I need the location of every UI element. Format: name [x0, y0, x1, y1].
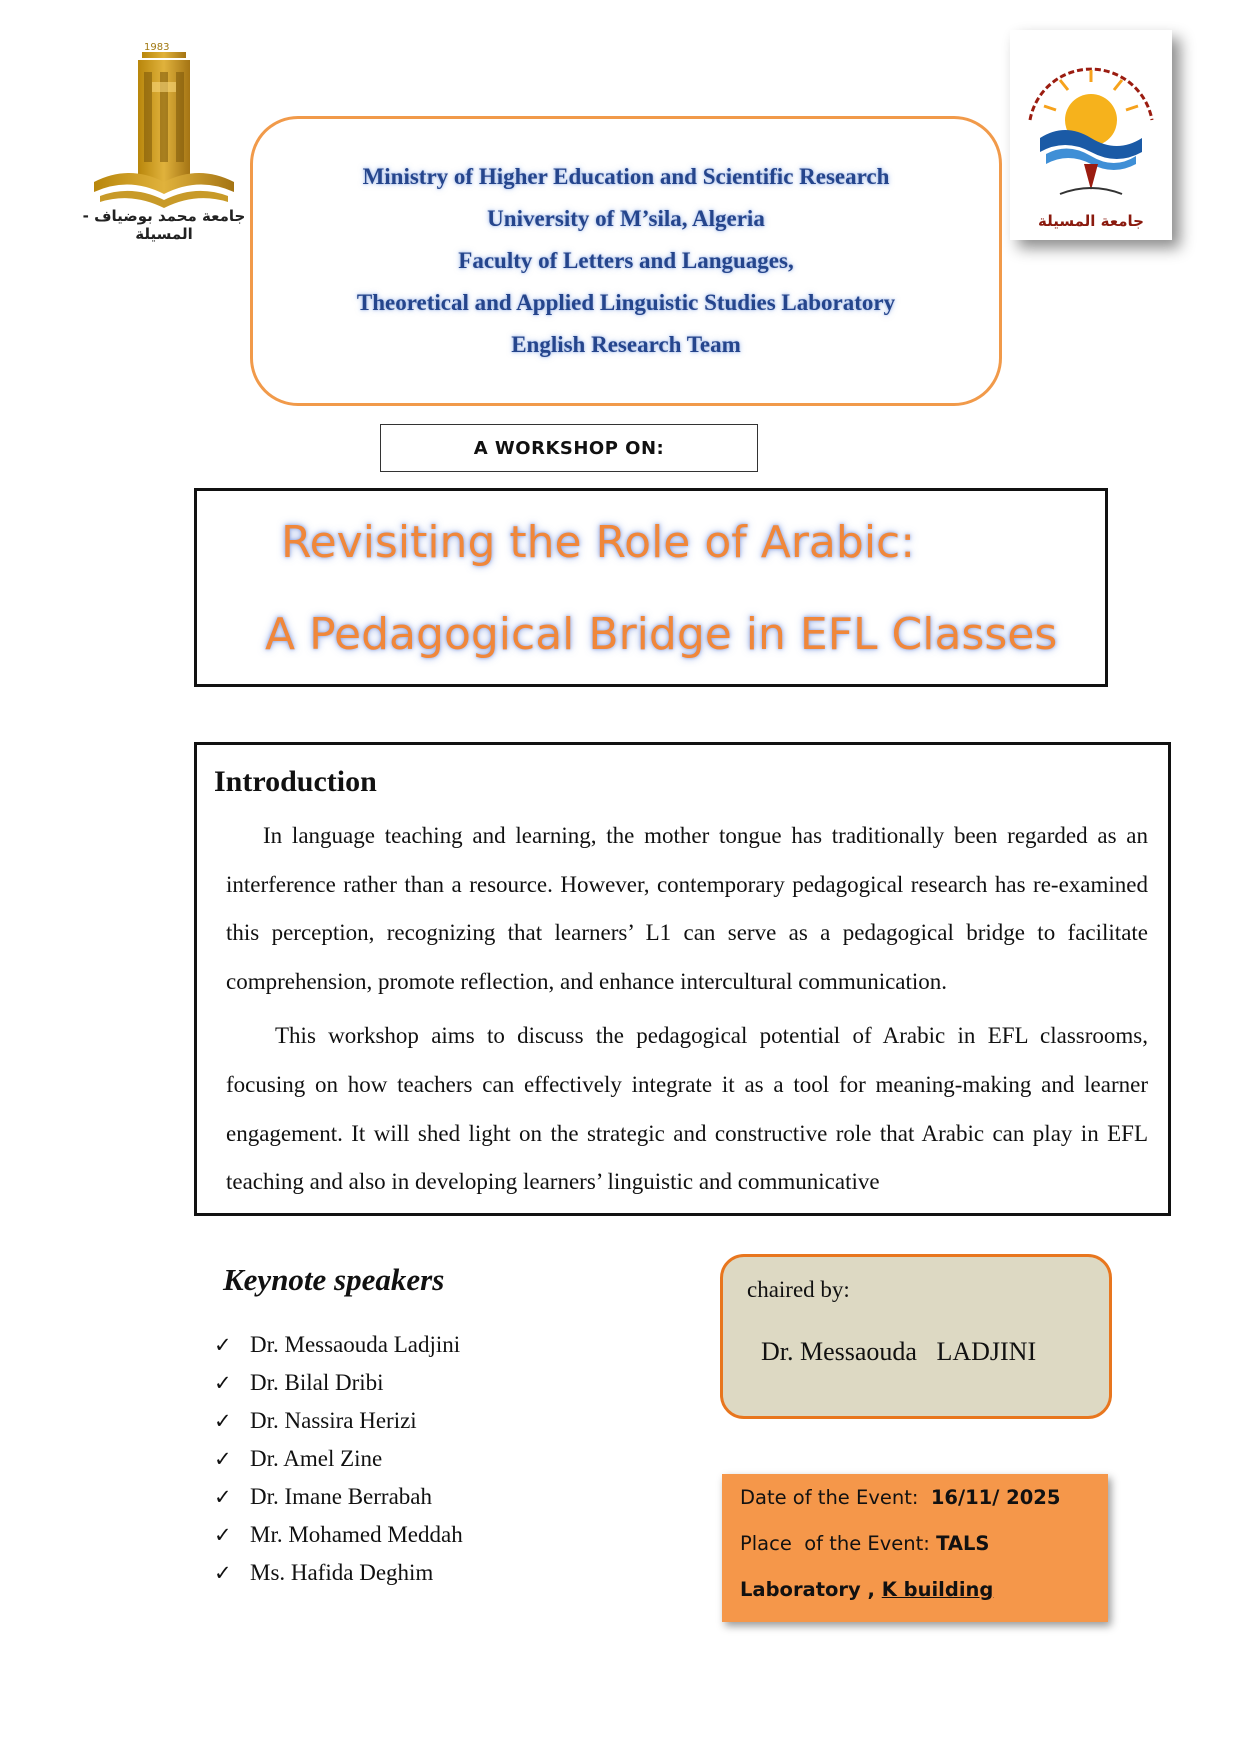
- speaker-name: Dr. Messaouda Ladjini: [250, 1332, 461, 1357]
- header-faculty: Faculty of Letters and Languages,: [458, 248, 794, 273]
- speaker-item: [214, 1478, 463, 1516]
- speaker-name: Mr. Mohamed Meddah: [250, 1522, 463, 1547]
- speaker-name: Dr. Amel Zine: [250, 1446, 383, 1471]
- introduction-heading: Introduction: [214, 765, 377, 798]
- speaker-item: [214, 1440, 463, 1478]
- event-place: [740, 1532, 989, 1555]
- speaker-name: Dr. Nassira Herizi: [250, 1408, 417, 1433]
- left-logo-caption: جامعة محمد بوضياف - المسيلة: [82, 207, 246, 243]
- workshop-title-box: [194, 488, 1108, 687]
- institution-header: [250, 116, 1002, 406]
- header-ministry: Ministry of Higher Education and Scientific Research: [362, 164, 890, 189]
- checkmark-icon: ✓: [214, 1333, 232, 1357]
- tower-emblem-icon: [74, 42, 254, 222]
- laboratory-logo: [1010, 30, 1172, 240]
- event-place-label: Place of the Event:: [740, 1532, 937, 1555]
- event-place-line2: [740, 1578, 993, 1601]
- introduction-text: [226, 812, 1148, 1207]
- speaker-item: [214, 1326, 463, 1364]
- event-place-building: K building: [881, 1578, 994, 1601]
- workshop-label: A WORKSHOP ON:: [380, 424, 758, 472]
- speaker-name: Ms. Hafida Deghim: [250, 1560, 434, 1585]
- chaired-by-box: [720, 1254, 1112, 1419]
- event-date-value: 16/11/ 2025: [930, 1486, 1061, 1509]
- checkmark-icon: ✓: [214, 1561, 232, 1585]
- title-line-1: Revisiting the Role of Arabic:: [281, 517, 916, 568]
- checkmark-icon: ✓: [214, 1523, 232, 1547]
- introduction-box: [194, 742, 1171, 1216]
- sun-waves-emblem-icon: [1010, 30, 1172, 200]
- speaker-item: [214, 1516, 463, 1554]
- right-logo-caption: جامعة المسيلة: [1038, 212, 1144, 230]
- title-line-2: A Pedagogical Bridge in EFL Classes: [265, 609, 1058, 660]
- speaker-item: [214, 1402, 463, 1440]
- keynote-speakers-list: [214, 1326, 463, 1592]
- keynote-speakers-heading: Keynote speakers: [223, 1262, 445, 1297]
- header-laboratory: Theoretical and Applied Linguistic Studies Laboratory: [356, 290, 896, 315]
- event-date: [740, 1486, 1060, 1509]
- speaker-item: [214, 1364, 463, 1402]
- checkmark-icon: ✓: [214, 1409, 232, 1433]
- speaker-name: Dr. Imane Berrabah: [250, 1484, 433, 1509]
- university-logo: [74, 42, 254, 247]
- speaker-name: Dr. Bilal Dribi: [250, 1370, 384, 1395]
- introduction-paragraph-1: In language teaching and learning, the mother tongue has traditionally been regarded as an interference rather than a resource. However, contemporary pedagogical research has re-examined this perception, recognizing that learners’ L1 can serve as a pedagogical bridge to facilitate comprehension, promote reflection, and enhance intercultural communication.: [226, 823, 1148, 994]
- event-place-lab: Laboratory ,: [740, 1578, 882, 1601]
- introduction-paragraph-2: This workshop aims to discuss the pedagogical potential of Arabic in EFL classrooms, focusing on how teachers can effectively integrate it as a tool for meaning-making and learner engagement. It will shed light on the strategic and constructive role that Arabic can play in EFL teaching and also in developing learners’ linguistic and communicative: [226, 1023, 1148, 1195]
- chair-name: Dr. Messaouda LADJINI: [761, 1337, 1037, 1366]
- chaired-by-label: chaired by:: [747, 1277, 850, 1302]
- checkmark-icon: ✓: [214, 1447, 232, 1471]
- event-details-box: [722, 1474, 1108, 1622]
- speaker-item: [214, 1554, 463, 1592]
- header-university: University of M’sila, Algeria: [487, 206, 765, 231]
- checkmark-icon: ✓: [214, 1485, 232, 1509]
- event-date-label: Date of the Event:: [740, 1486, 931, 1509]
- header-team: English Research Team: [511, 332, 741, 357]
- checkmark-icon: ✓: [214, 1371, 232, 1395]
- logo-year: 1983: [144, 42, 170, 53]
- event-place-value: TALS: [936, 1532, 990, 1555]
